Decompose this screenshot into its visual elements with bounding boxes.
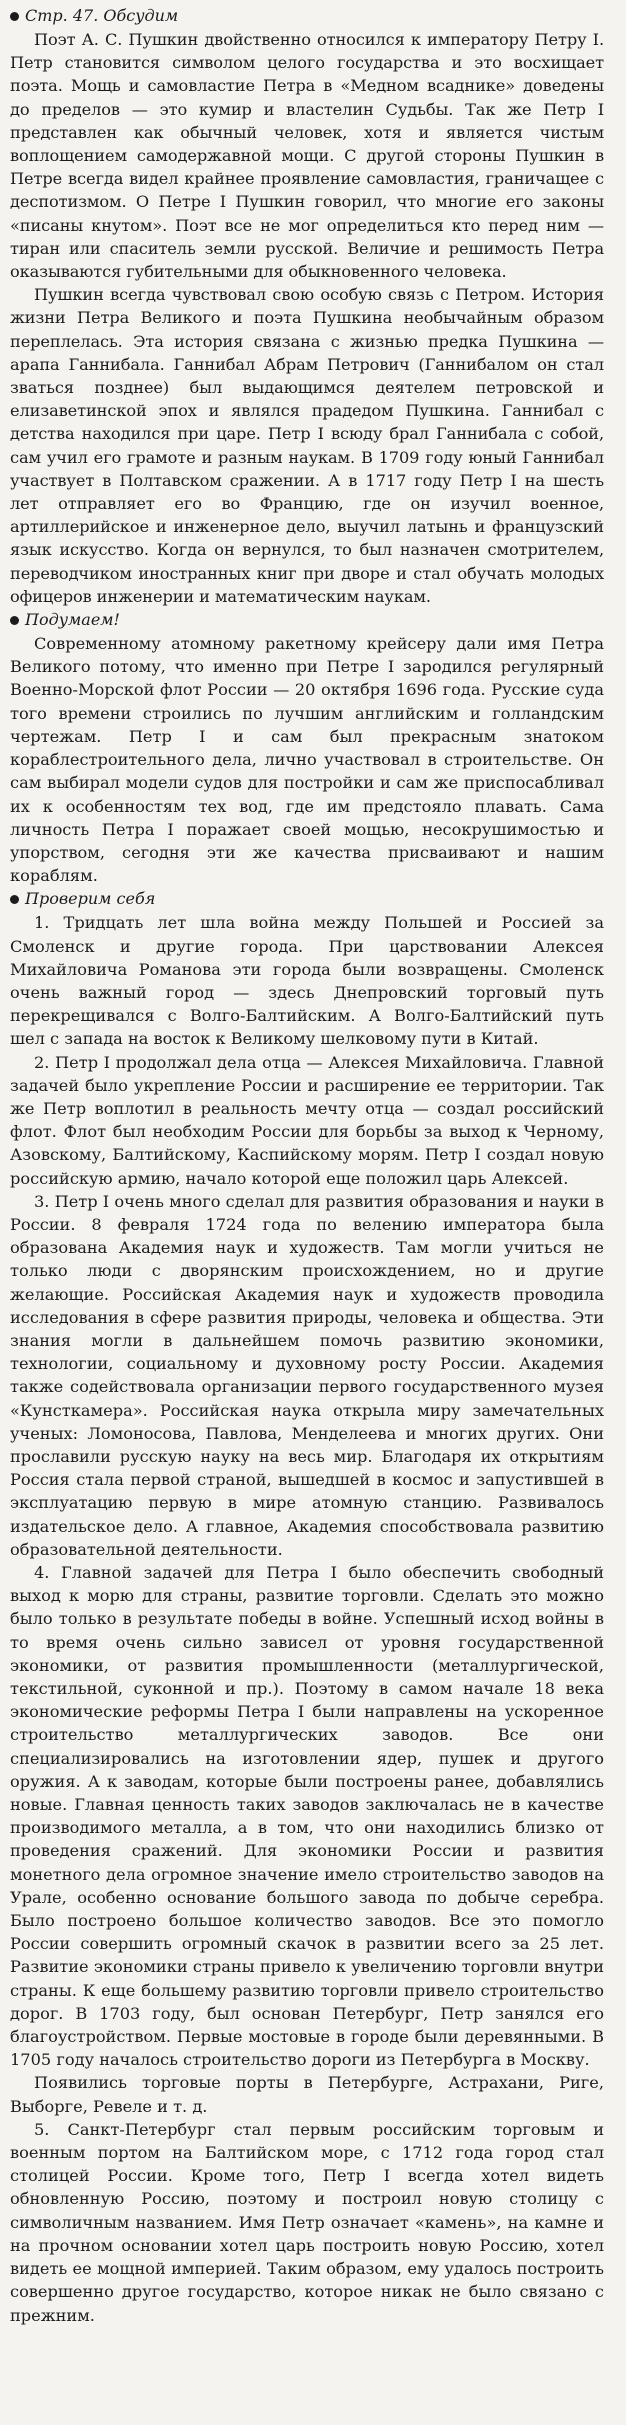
answer-paragraph: 2. Петр I продолжал дела отца — Алексея Михайловича. Главной задачей было укрепление России и расширение ее территории. Так же Петр воплотил в реальность мечту отца — создал российский флот. Флот был необходим России для борьбы за выход к Черному, Азовскому, Балтийскому, Каспийскому морям. Петр I создал новую российскую армию, начало которой еще положил царь Алексей.: [10, 1052, 604, 1188]
answer-paragraph: 1. Тридцать лет шла война между Польшей и Россией за Смоленск и другие города. При царствовании Алексея Михайловича Романова эти города были возвращены. Смоленск очень важный город — здесь Днепровский торговый путь перекрещивался с Волго-Балтийским. А Волго-Балтийский путь шел с запада на восток к Великому шелковому пути в Китай.: [10, 913, 604, 1049]
section-check: [10, 887, 604, 2326]
answer-paragraph: Появились торговые порты в Петербурге, Астрахани, Риге, Выборге, Ревеле и т. д.: [10, 2073, 604, 2116]
bullet-icon: [10, 895, 19, 904]
paragraph: Современному атомному ракетному крейсеру дали имя Петра Великого потому, что именно при Петре I зародился регулярный Военно-Морской флот России — 20 октября 1696 года. Русские суда того времени строились по лучшим английским и голландским чертежам. Петр I и сам был прекрасным знатоком кораблестроительного дела, лично участвовал в строительстве. Он сам выбирал модели судов для постройки и сам же приспосабливал их к особенностям тех вод, где им предстояло плавать. Сама личность Петра I поражает своей мощью, несокрушимостью и упорством, сегодня эти же качества присваивают и нашим кораблям.: [10, 634, 604, 886]
section-heading: [10, 887, 604, 911]
bullet-icon: [10, 12, 19, 21]
section-think: [10, 608, 604, 887]
section-heading: [10, 608, 604, 632]
section-heading-text: Подумаем!: [25, 610, 120, 630]
answer-paragraph: 4. Главной задачей для Петра I было обеспечить свободный выход к морю для страны, развитие торговли. Сделать это можно было только в результате победы в войне. Успешный исход войны в то время очень сильно зависел от уровня государственной экономики, от развития промышленности (металлургической, текстильной, суконной и пр.). Поэтому в самом начале 18 века экономические реформы Петра I были направлены на ускоренное строительство металлургических заводов. Все они специализировались на изготовлении ядер, пушек и другого оружия. А к заводам, которые были построены ранее, добавлялись новые. Главная ценность таких заводов заключалась не в качестве производимого металла, а в том, что они находились близко от проведения сражений. Для экономики России и развития монетного дела огромное значение имело строительство заводов на Урале, особенно основание большого завода по добыче серебра. Было построено большое количество заводов. Все это помогло России совершить огромный скачок в развитии всего за 25 лет. Развитие экономики страны привело к увеличению торговли внутри страны. К еще большему развитию торговли привело строительство дорог. В 1703 году, был основан Петербург, Петр занялся его благоустройством. Первые мостовые в городе были деревянными. В 1705 году началось строительство дороги из Петербурга в Москву.: [10, 1563, 604, 2070]
answer-paragraph: 5. Санкт-Петербург стал первым российским торговым и военным портом на Балтийском море, с 1712 года город стал столицей России. Кроме того, Петр I всегда хотел видеть обновленную Россию, поэтому и построил новую столицу с символичным названием. Имя Петр означает «камень», на камне и на прочном основании хотел царь построить новую Россию, хотел видеть ее мощной империей. Таким образом, ему удалось построить совершенно другое государство, которое никак не было связано с прежним.: [10, 2119, 604, 2325]
paragraph: Пушкин всегда чувствовал свою особую связь с Петром. История жизни Петра Великого и поэта Пушкина необычайным образом переплелась. Эта история связана с жизнью предка Пушкина — арапа Ганнибала. Ганнибал Абрам Петрович (Ганнибалом он стал зваться позднее) был выдающимся деятелем петровской и елизаветинской эпох и являлся прадедом Пушкина. Ганнибал с детства находился при царе. Петр I всюду брал Ганнибала с собой, сам учил его грамоте и разным наукам. В 1709 году юный Ганнибал участвует в Полтавском сражении. А в 1717 году Петр I на шесть лет отправляет его во Францию, где он изучил военное, артиллерийское и инженерное дело, выучил латынь и французский язык искусство. Когда он вернулся, то был назначен смотрителем, переводчиком иностранных книг при дворе и стал обучать молодых офицеров инженерии и математическим наукам.: [10, 285, 604, 606]
bullet-icon: [10, 616, 19, 625]
section-discuss: [10, 4, 604, 608]
paragraph: Поэт А. С. Пушкин двойственно относился к императору Петру I. Петр становится символом целого государства и это восхищает поэта. Мощь и самовластие Петра в «Медном всаднике» доведены до пределов — это кумир и властелин Судьбы. Так же Петр I представлен как обычный человек, хотя и является чистым воплощением самодержавной мощи. С другой стороны Пушкин в Петре всегда видел крайнее проявление самовластия, граничащее с деспотизмом. О Петре I Пушкин говорил, что многие его законы «писаны кнутом». Поэт все не мог определиться кто перед ним — тиран или спаситель земли русской. Величие и решимость Петра оказываются губительными для обыкновенного человека.: [10, 30, 604, 282]
section-heading-text: Стр. 47. Обсудим: [25, 6, 179, 25]
answer-paragraph: 3. Петр I очень много сделал для развития образования и науки в России. 8 февраля 1724 года по велению императора была образована Академия наук и художеств. Там могли учиться не только люди с дворянским происхождением, но и другие желающие. Российская Академия наук и художеств проводила исследования в сфере развития природы, человека и общества. Эти знания могли в дальнейшем помочь развитию экономики, технологии, социальному и духовному росту России. Академия также содействовала организации первого государственного музея «Кунсткамера». Российская наука открыла миру замечательных ученых: Ломоносова, Павлова, Менделеева и многих других. Они прославили русскую науку на весь мир. Благодаря их открытиям Россия стала первой страной, вышедшей в космос и запустившей в эксплуатацию первую в мире атомную станцию. Развивалось издательское дело. А главное, Академия способствовала развитию образовательной деятельности.: [10, 1191, 604, 1559]
section-heading-text: Проверим себя: [25, 889, 156, 909]
section-heading: [10, 4, 604, 28]
